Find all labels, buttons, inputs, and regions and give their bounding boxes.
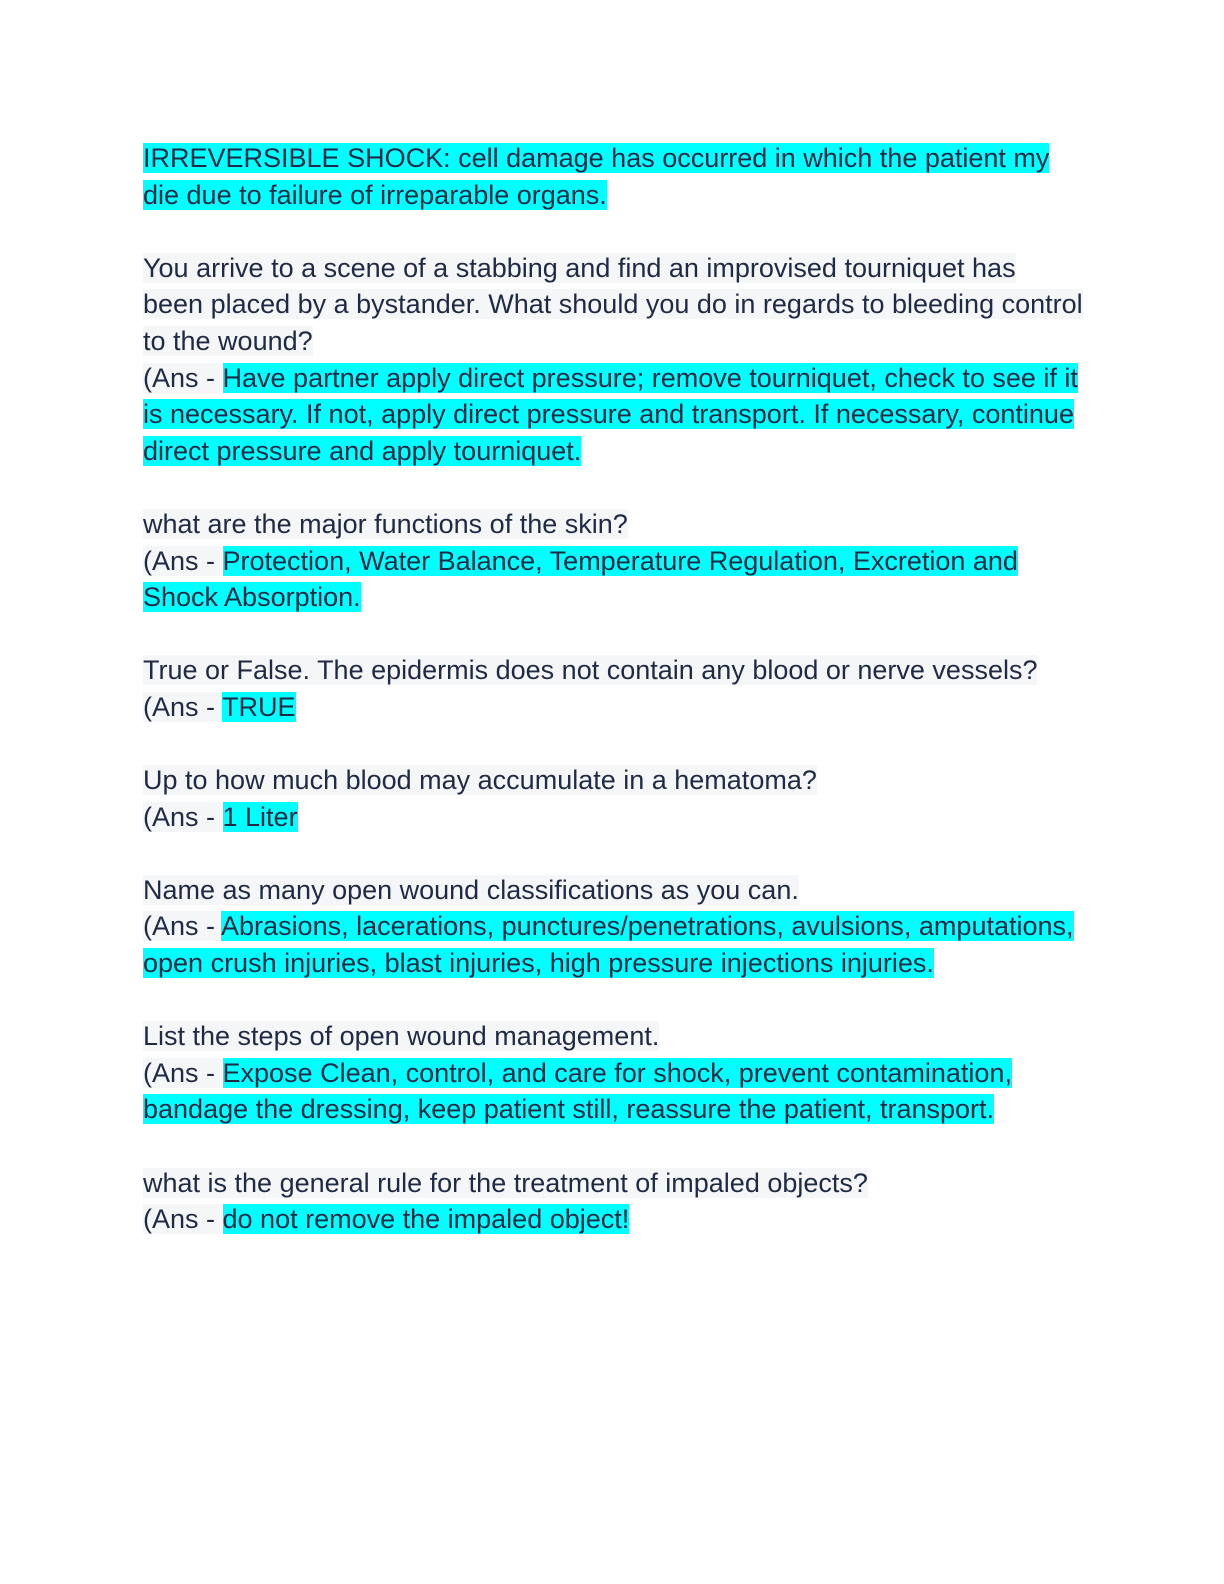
qa-item <box>143 652 1083 725</box>
answer-text: Expose Clean, control, and care for shock, prevent contamination, bandage the dressing, keep patient still, reassure the patient, transport. <box>143 1057 1012 1125</box>
intro-text: IRREVERSIBLE SHOCK: cell damage has occurred in which the patient my die due to failure of irreparable organs. <box>143 143 1050 210</box>
qa-item <box>143 872 1083 982</box>
question-text: List the steps of open wound management. <box>143 1021 660 1052</box>
answer-text: 1 Liter <box>222 801 298 832</box>
answer-text: do not remove the impaled object! <box>222 1204 630 1235</box>
answer-text: TRUE <box>222 691 296 722</box>
question-text: what are the major functions of the skin? <box>143 508 628 539</box>
document-page <box>143 140 1083 1274</box>
question-text: Up to how much blood may accumulate in a hematoma? <box>143 765 817 796</box>
qa-item <box>143 762 1083 835</box>
answer-text: Protection, Water Balance, Temperature Regulation, Excretion and Shock Absorption. <box>143 545 1018 613</box>
question-text: True or False. The epidermis does not contain any blood or nerve vessels? <box>143 655 1038 686</box>
answer-prefix: (Ans - <box>143 362 223 393</box>
qa-item <box>143 1018 1083 1128</box>
intro-paragraph <box>143 140 1083 213</box>
answer-prefix: (Ans - <box>143 1057 223 1088</box>
answer-prefix: (Ans - <box>143 545 223 576</box>
question-text: You arrive to a scene of a stabbing and find an improvised tourniquet has been placed by a bystander. What should you do in regards to bleeding control to the wound? <box>143 252 1083 356</box>
qa-item <box>143 506 1083 616</box>
question-text: Name as many open wound classifications as you can. <box>143 874 799 905</box>
answer-prefix: (Ans - <box>143 801 223 832</box>
answer-prefix: (Ans - <box>143 911 222 942</box>
answer-text: Have partner apply direct pressure; remove tourniquet, check to see if it is necessary. If not, apply direct pressure and transport. If necessary, continue direct pressure and apply tourniquet. <box>143 362 1078 466</box>
answer-text: Abrasions, lacerations, punctures/penetrations, avulsions, amputations, open crush injuries, blast injuries, high pressure injections injuries. <box>143 911 1074 979</box>
qa-item <box>143 1165 1083 1238</box>
answer-prefix: (Ans - <box>143 691 223 722</box>
question-text: what is the general rule for the treatment of impaled objects? <box>143 1167 868 1198</box>
qa-item <box>143 250 1083 470</box>
answer-prefix: (Ans - <box>143 1204 223 1235</box>
